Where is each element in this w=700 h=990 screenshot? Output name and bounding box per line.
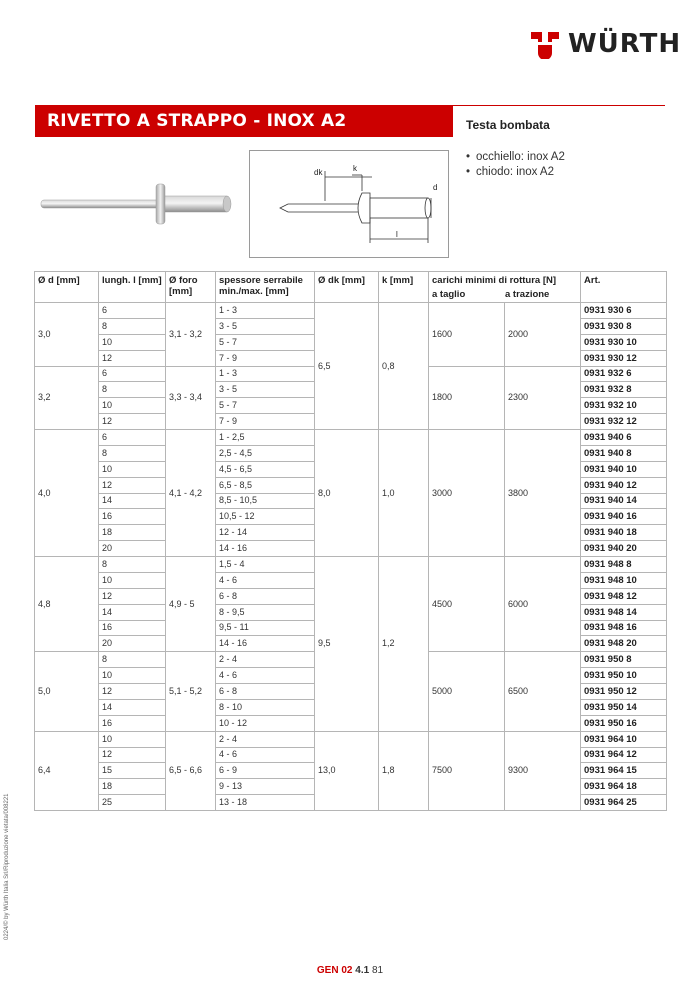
cell-thickness: 7 - 9	[216, 414, 315, 430]
cell-article: 0931 950 10	[581, 668, 667, 684]
cell-tension: 9300	[505, 731, 581, 810]
cell-hole: 3,3 - 3,4	[166, 366, 216, 430]
feature-item: • chiodo: inox A2	[466, 165, 565, 180]
cell-k: 1,0	[379, 430, 429, 557]
table-row	[35, 430, 667, 446]
cell-article: 0931 932 8	[581, 382, 667, 398]
cell-shear: 7500	[429, 731, 505, 810]
cell-diameter: 5,0	[35, 652, 99, 731]
cell-k: 0,8	[379, 303, 429, 430]
table-row	[35, 557, 667, 573]
header-dk: Ø dk [mm]	[315, 272, 379, 303]
cell-article: 0931 950 12	[581, 684, 667, 700]
cell-tension: 6500	[505, 652, 581, 731]
cell-hole: 3,1 - 3,2	[166, 303, 216, 367]
cell-article: 0931 948 10	[581, 572, 667, 588]
copyright-note: 0224/© by Würth Italia Srl/Riproduzione vietata/008221	[4, 793, 10, 940]
cell-hole: 4,9 - 5	[166, 557, 216, 652]
cell-article: 0931 940 16	[581, 509, 667, 525]
header-hole: Ø foro [mm]	[166, 272, 216, 303]
header-shear: a taglio	[432, 289, 466, 300]
cell-tension: 2000	[505, 303, 581, 367]
cell-diameter: 6,4	[35, 731, 99, 810]
cell-thickness: 10,5 - 12	[216, 509, 315, 525]
diagram-label-d: d	[433, 183, 438, 192]
cell-article: 0931 950 16	[581, 715, 667, 731]
cell-thickness: 9 - 13	[216, 779, 315, 795]
cell-length: 8	[99, 557, 166, 573]
cell-thickness: 6 - 8	[216, 684, 315, 700]
cell-article: 0931 932 6	[581, 366, 667, 382]
feature-item: • occhiello: inox A2	[466, 150, 565, 165]
header-tension: a trazione	[505, 289, 550, 300]
cell-length: 6	[99, 430, 166, 446]
cell-article: 0931 930 12	[581, 350, 667, 366]
footer-catalog: GEN 02	[316, 965, 353, 976]
cell-length: 10	[99, 668, 166, 684]
cell-length: 12	[99, 477, 166, 493]
cell-article: 0931 964 12	[581, 747, 667, 763]
wurth-logo	[530, 27, 681, 61]
cell-length: 16	[99, 620, 166, 636]
footer-page: 81	[371, 965, 384, 976]
cell-shear: 3000	[429, 430, 505, 557]
wurth-logo-icon	[530, 29, 560, 59]
diagram-label-dk: dk	[314, 168, 323, 177]
cell-length: 12	[99, 747, 166, 763]
cell-thickness: 1 - 2,5	[216, 430, 315, 446]
cell-k: 1,2	[379, 557, 429, 732]
cell-k: 1,8	[379, 731, 429, 810]
rivet-photo	[38, 180, 238, 230]
product-title: RIVETTO A STRAPPO - INOX A2	[35, 105, 453, 137]
cell-hole: 6,5 - 6,6	[166, 731, 216, 810]
cell-thickness: 5 - 7	[216, 334, 315, 350]
cell-article: 0931 964 25	[581, 795, 667, 811]
cell-length: 8	[99, 318, 166, 334]
cell-article: 0931 948 20	[581, 636, 667, 652]
cell-length: 12	[99, 684, 166, 700]
cell-tension: 2300	[505, 366, 581, 430]
cell-article: 0931 940 8	[581, 445, 667, 461]
rivet-diagram-drawing	[250, 151, 450, 259]
cell-article: 0931 940 10	[581, 461, 667, 477]
rivet-table	[34, 271, 667, 811]
cell-thickness: 6,5 - 8,5	[216, 477, 315, 493]
header-loads-title: carichi minimi di rottura [N]	[432, 275, 557, 286]
cell-article: 0931 948 8	[581, 557, 667, 573]
cell-thickness: 5 - 7	[216, 398, 315, 414]
header-length: lungh. l [mm]	[99, 272, 166, 303]
cell-thickness: 3 - 5	[216, 318, 315, 334]
table-row	[35, 303, 667, 319]
cell-thickness: 4 - 6	[216, 572, 315, 588]
cell-shear: 4500	[429, 557, 505, 652]
cell-article: 0931 932 10	[581, 398, 667, 414]
footer-section: 4.1	[355, 965, 370, 976]
cell-length: 20	[99, 636, 166, 652]
cell-thickness: 1 - 3	[216, 366, 315, 382]
cell-thickness: 1 - 3	[216, 303, 315, 319]
cell-article: 0931 940 12	[581, 477, 667, 493]
cell-hole: 5,1 - 5,2	[166, 652, 216, 731]
cell-thickness: 1,5 - 4	[216, 557, 315, 573]
cell-dk: 8,0	[315, 430, 379, 557]
cell-length: 18	[99, 525, 166, 541]
header-loads	[429, 272, 581, 303]
cell-thickness: 8,5 - 10,5	[216, 493, 315, 509]
cell-tension: 6000	[505, 557, 581, 652]
cell-length: 12	[99, 350, 166, 366]
page-footer	[0, 965, 700, 976]
cell-article: 0931 932 12	[581, 414, 667, 430]
brand-name: WÜRTH	[568, 29, 682, 59]
cell-length: 10	[99, 398, 166, 414]
cell-article: 0931 948 14	[581, 604, 667, 620]
cell-length: 6	[99, 303, 166, 319]
diagram-label-l: l	[396, 230, 398, 239]
cell-article: 0931 940 14	[581, 493, 667, 509]
cell-length: 18	[99, 779, 166, 795]
cell-length: 16	[99, 509, 166, 525]
cell-length: 14	[99, 699, 166, 715]
cell-thickness: 2 - 4	[216, 652, 315, 668]
cell-thickness: 14 - 16	[216, 636, 315, 652]
cell-length: 8	[99, 652, 166, 668]
cell-article: 0931 948 12	[581, 588, 667, 604]
cell-diameter: 3,2	[35, 366, 99, 430]
cell-length: 10	[99, 731, 166, 747]
cell-thickness: 12 - 14	[216, 525, 315, 541]
cell-article: 0931 940 18	[581, 525, 667, 541]
cell-diameter: 3,0	[35, 303, 99, 367]
cell-length: 8	[99, 445, 166, 461]
cell-thickness: 13 - 18	[216, 795, 315, 811]
table-row	[35, 731, 667, 747]
cell-length: 8	[99, 382, 166, 398]
cell-shear: 1600	[429, 303, 505, 367]
cell-article: 0931 940 6	[581, 430, 667, 446]
cell-shear: 1800	[429, 366, 505, 430]
cell-dk: 13,0	[315, 731, 379, 810]
cell-thickness: 6 - 8	[216, 588, 315, 604]
cell-article: 0931 964 15	[581, 763, 667, 779]
title-underline	[453, 105, 665, 106]
rivet-table-body	[35, 303, 667, 811]
cell-shear: 5000	[429, 652, 505, 731]
cell-tension: 3800	[505, 430, 581, 557]
header-art: Art.	[581, 272, 667, 303]
cell-thickness: 7 - 9	[216, 350, 315, 366]
cell-length: 25	[99, 795, 166, 811]
cell-length: 16	[99, 715, 166, 731]
product-subtitle: Testa bombata	[466, 118, 550, 132]
cell-diameter: 4,0	[35, 430, 99, 557]
cell-length: 14	[99, 493, 166, 509]
header-d: Ø d [mm]	[35, 272, 99, 303]
cell-thickness: 8 - 9,5	[216, 604, 315, 620]
cell-thickness: 2,5 - 4,5	[216, 445, 315, 461]
cell-thickness: 3 - 5	[216, 382, 315, 398]
cell-length: 15	[99, 763, 166, 779]
cell-diameter: 4,8	[35, 557, 99, 652]
cell-length: 14	[99, 604, 166, 620]
cell-dk: 6,5	[315, 303, 379, 430]
cell-thickness: 4 - 6	[216, 747, 315, 763]
cell-length: 12	[99, 414, 166, 430]
header-thickness: spessore serrabile min./max. [mm]	[216, 272, 315, 303]
rivet-diagram	[249, 150, 449, 258]
cell-length: 20	[99, 541, 166, 557]
header-k: k [mm]	[379, 272, 429, 303]
cell-article: 0931 930 6	[581, 303, 667, 319]
cell-thickness: 4 - 6	[216, 668, 315, 684]
cell-article: 0931 950 8	[581, 652, 667, 668]
cell-article: 0931 948 16	[581, 620, 667, 636]
cell-thickness: 10 - 12	[216, 715, 315, 731]
cell-length: 12	[99, 588, 166, 604]
cell-thickness: 14 - 16	[216, 541, 315, 557]
cell-article: 0931 930 8	[581, 318, 667, 334]
cell-article: 0931 950 14	[581, 699, 667, 715]
cell-length: 10	[99, 461, 166, 477]
cell-length: 10	[99, 334, 166, 350]
cell-length: 6	[99, 366, 166, 382]
cell-hole: 4,1 - 4,2	[166, 430, 216, 557]
cell-thickness: 4,5 - 6,5	[216, 461, 315, 477]
cell-article: 0931 964 10	[581, 731, 667, 747]
cell-dk: 9,5	[315, 557, 379, 732]
cell-thickness: 8 - 10	[216, 699, 315, 715]
cell-thickness: 9,5 - 11	[216, 620, 315, 636]
cell-article: 0931 964 18	[581, 779, 667, 795]
cell-length: 10	[99, 572, 166, 588]
cell-thickness: 2 - 4	[216, 731, 315, 747]
feature-list	[466, 150, 565, 180]
cell-thickness: 6 - 9	[216, 763, 315, 779]
cell-article: 0931 930 10	[581, 334, 667, 350]
cell-article: 0931 940 20	[581, 541, 667, 557]
diagram-label-k: k	[353, 164, 357, 173]
